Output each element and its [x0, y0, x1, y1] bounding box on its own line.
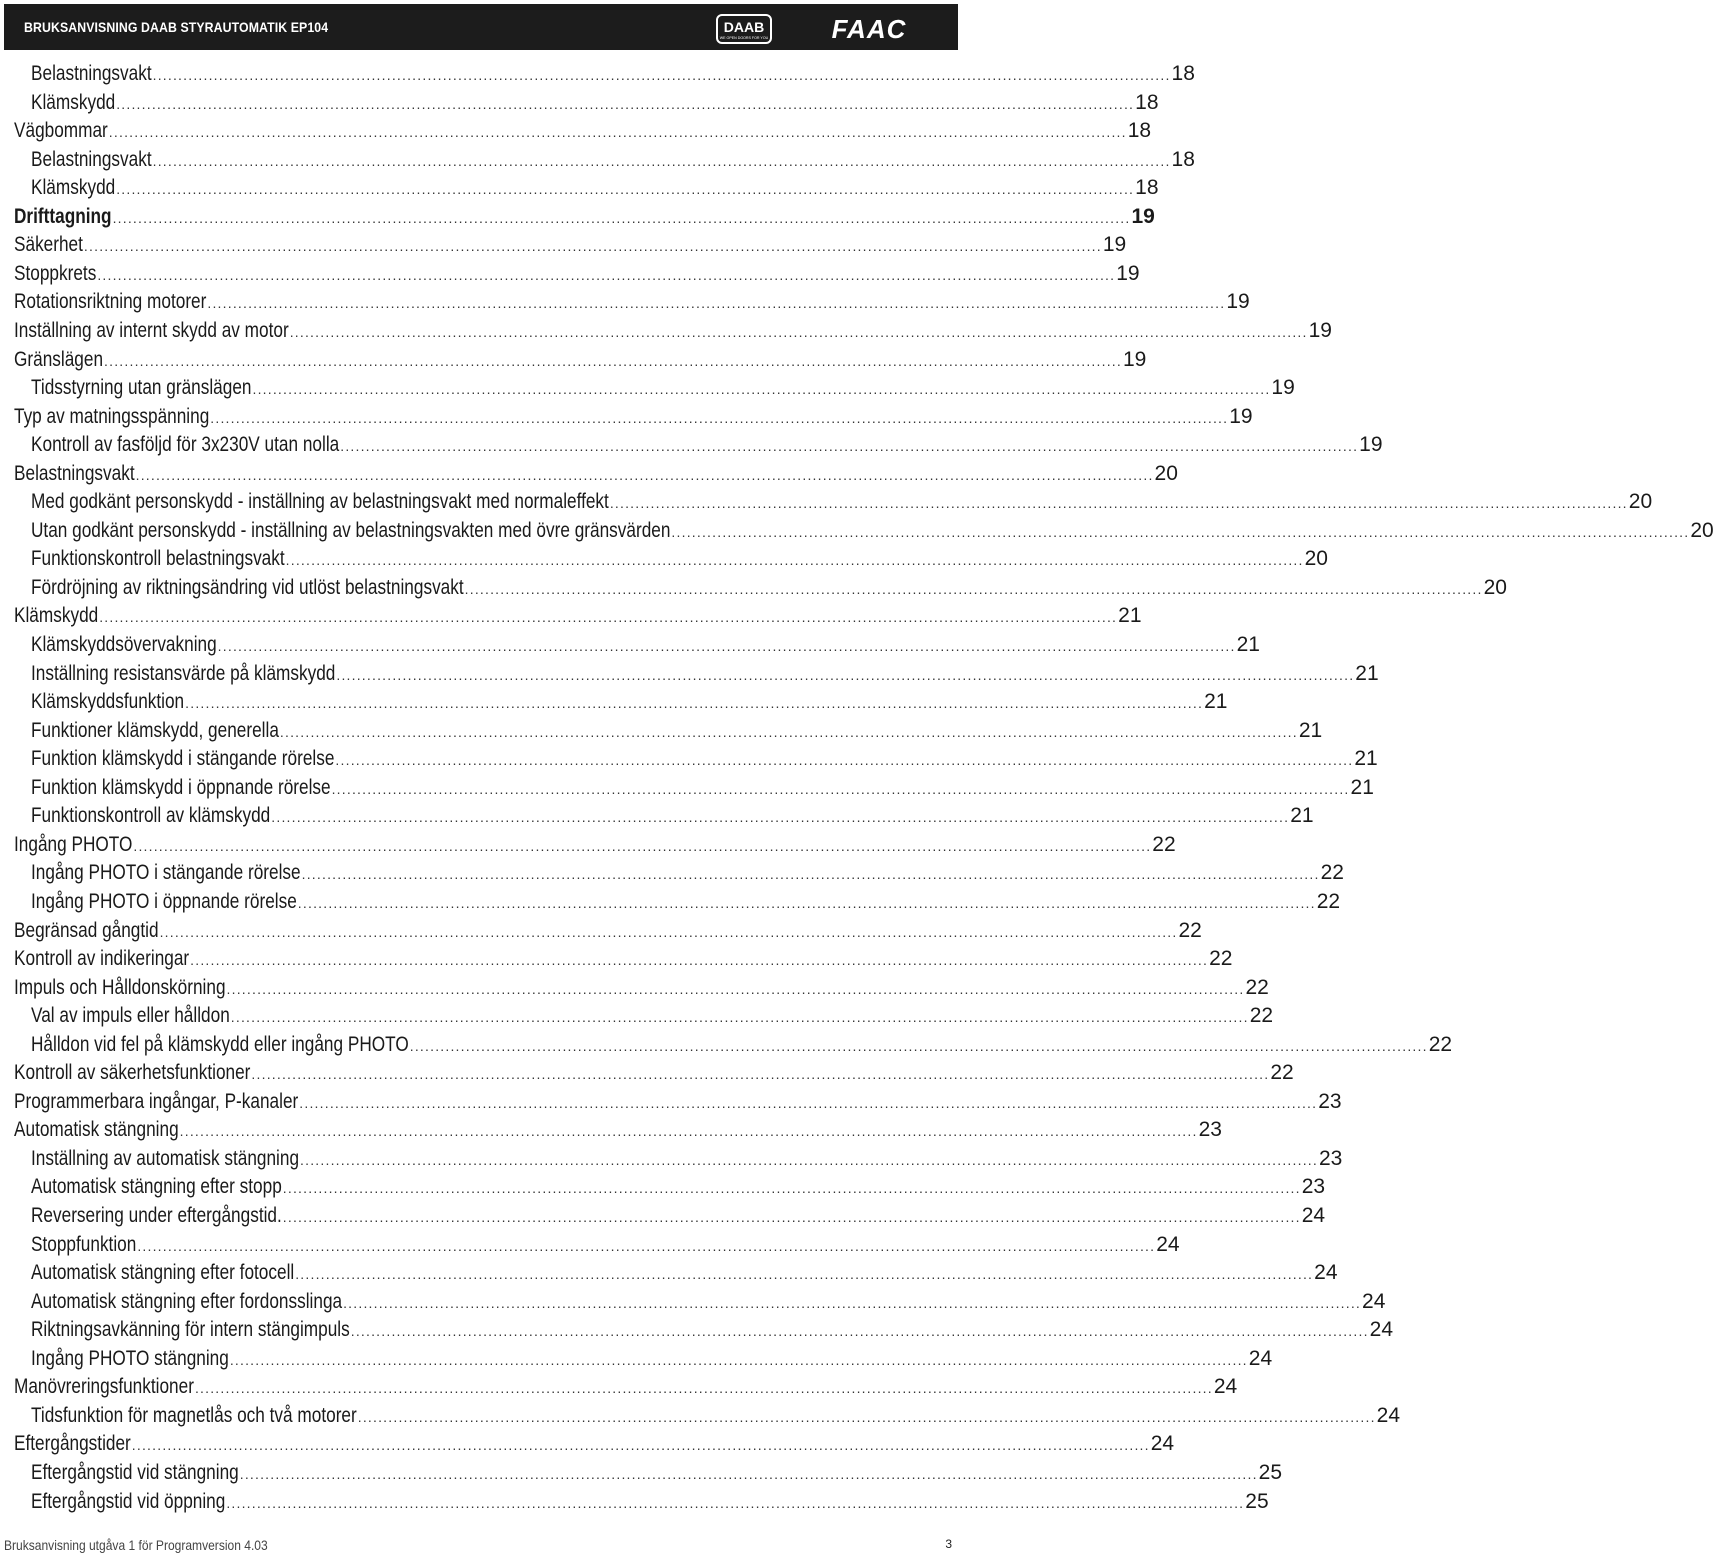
- toc-entry[interactable]: [31, 859, 1344, 887]
- document-title: BRUKSANVISNING DAAB STYRAUTOMATIK EP104: [24, 19, 329, 35]
- toc-dot-leader: ........................................................................................................................................................................................................: [343, 1294, 1362, 1311]
- toc-entry-page: 20: [1483, 575, 1507, 599]
- toc-dot-leader: ........................................................................................................................................................................................................: [299, 1094, 1318, 1111]
- toc-entry-label: Belastningsvakt: [31, 62, 152, 85]
- toc-entry-label: Eftergångstid vid öppning: [31, 1489, 226, 1513]
- toc-dot-leader: ........................................................................................................................................................................................................: [116, 181, 1135, 198]
- toc-entry-label: Ingång PHOTO: [14, 832, 133, 856]
- toc-entry-label: Funktionskontroll av klämskydd: [31, 804, 271, 828]
- toc-entry[interactable]: [14, 602, 1142, 630]
- toc-entry-label: Ingång PHOTO i öppnande rörelse: [31, 889, 297, 913]
- toc-entry[interactable]: [31, 60, 1195, 88]
- toc-dot-leader: ........................................................................................................................................................................................................: [301, 866, 1320, 883]
- toc-entry[interactable]: [31, 1402, 1401, 1430]
- toc-entry-page: 23: [1301, 1175, 1326, 1199]
- toc-dot-leader: ........................................................................................................................................................................................................: [295, 1266, 1314, 1283]
- toc-dot-leader: ........................................................................................................................................................................................................: [340, 438, 1359, 455]
- toc-entry-page: 24: [1376, 1403, 1401, 1427]
- toc-entry[interactable]: [31, 688, 1228, 716]
- daab-logo: [716, 14, 772, 44]
- toc-entry[interactable]: [14, 231, 1127, 259]
- toc-entry[interactable]: [31, 1288, 1386, 1316]
- toc-entry-label: Kontroll av fasföljd för 3x230V utan nolla: [31, 433, 340, 457]
- toc-entry[interactable]: [14, 403, 1253, 431]
- toc-entry-label: Funktion klämskydd i öppnande rörelse: [31, 775, 331, 799]
- toc-entry-label: Gränslägen: [14, 347, 104, 371]
- toc-dot-leader: ........................................................................................................................................................................................................: [185, 695, 1204, 712]
- toc-entry-page: 18: [1135, 90, 1159, 114]
- toc-entry[interactable]: [31, 802, 1314, 830]
- toc-entry-page: 22: [1316, 889, 1341, 913]
- daab-logo-text: DAAB: [723, 19, 765, 35]
- toc-dot-leader: ........................................................................................................................................................................................................: [464, 580, 1483, 597]
- toc-entry-page: 24: [1248, 1346, 1273, 1370]
- toc-dot-leader: ........................................................................................................................................................................................................: [282, 1209, 1301, 1225]
- toc-entry[interactable]: [31, 574, 1507, 602]
- toc-entry[interactable]: [31, 717, 1323, 745]
- toc-dot-leader: ........................................................................................................................................................................................................: [285, 552, 1304, 569]
- toc-entry-label: Impuls och Hålldonskörning: [14, 975, 226, 999]
- toc-entry-label: Klämskydd: [31, 90, 116, 114]
- toc-entry-page: 19: [1271, 376, 1295, 400]
- toc-dot-leader: ........................................................................................................................................................................................................: [217, 638, 1236, 654]
- toc-entry-label: Manövreringsfunktioner: [14, 1375, 194, 1399]
- toc-entry[interactable]: [31, 1316, 1394, 1344]
- toc-entry-page: 23: [1318, 1089, 1342, 1113]
- toc-dot-leader: ........................................................................................................................................................................................................: [131, 1437, 1150, 1454]
- toc-entry-label: Programmerbara ingångar, P-kanaler: [14, 1089, 299, 1113]
- toc-entry[interactable]: [31, 631, 1260, 659]
- toc-entry-page: 20: [1304, 547, 1328, 571]
- toc-entry[interactable]: [31, 488, 1653, 516]
- toc-dot-leader: ........................................................................................................................................................................................................: [210, 409, 1229, 426]
- toc-entry[interactable]: [31, 146, 1195, 174]
- toc-dot-leader: ........................................................................................................................................................................................................: [190, 952, 1209, 969]
- toc-dot-leader: ........................................................................................................................................................................................................: [159, 923, 1178, 940]
- toc-entry-page: 21: [1236, 633, 1260, 656]
- toc-entry-page: 24: [1213, 1375, 1238, 1399]
- toc-entry-page: 21: [1290, 804, 1314, 828]
- toc-entry-label: Inställning av internt skydd av motor: [14, 318, 289, 342]
- toc-entry-label: Klämskydd: [14, 604, 99, 628]
- toc-dot-leader: ........................................................................................................................................................................................................: [133, 837, 1152, 854]
- page-header: [4, 4, 958, 50]
- toc-entry-label: Belastningsvakt: [14, 461, 135, 485]
- toc-entry-label: Ingång PHOTO i stängande rörelse: [31, 861, 301, 885]
- toc-entry-label: Eftergångstid vid stängning: [31, 1460, 239, 1484]
- toc-dot-leader: ........................................................................................................................................................................................................: [230, 1009, 1249, 1026]
- footer-edition-text: Bruksanvisning utgåva 1 för Programversion 4.03: [4, 1537, 268, 1553]
- toc-entry-label: Reversering under eftergångstid.: [31, 1204, 282, 1227]
- toc-dot-leader: ........................................................................................................................................................................................................: [609, 495, 1628, 512]
- toc-entry[interactable]: [14, 460, 1178, 488]
- toc-entry-page: 19: [1122, 347, 1147, 371]
- toc-entry[interactable]: [14, 317, 1332, 345]
- toc-dot-leader: ........................................................................................................................................................................................................: [116, 95, 1135, 112]
- toc-entry-page: 18: [1171, 62, 1195, 85]
- faac-logo: [809, 16, 929, 42]
- toc-entry[interactable]: [14, 117, 1152, 145]
- toc-entry[interactable]: [14, 203, 1155, 231]
- toc-entry-page: 25: [1258, 1460, 1283, 1484]
- toc-entry-page: 19: [1229, 404, 1253, 428]
- toc-entry-label: Vägbommar: [14, 119, 108, 143]
- toc-entry[interactable]: [31, 1173, 1326, 1201]
- toc-entry-page: 22: [1428, 1032, 1453, 1056]
- toc-entry[interactable]: [14, 1373, 1238, 1401]
- toc-entry-label: Eftergångstider: [14, 1432, 131, 1456]
- toc-entry-label: Automatisk stängning efter stopp: [31, 1175, 282, 1199]
- toc-entry[interactable]: [31, 1345, 1273, 1373]
- toc-entry-page: 22: [1152, 832, 1176, 856]
- toc-entry[interactable]: [31, 660, 1379, 688]
- toc-entry-page: 22: [1320, 861, 1344, 885]
- toc-entry-label: Tidsstyrning utan gränslägen: [31, 376, 252, 400]
- toc-dot-leader: ........................................................................................................................................................................................................: [108, 124, 1127, 141]
- toc-entry-page: 18: [1127, 119, 1152, 143]
- toc-dot-leader: ........................................................................................................................................................................................................: [671, 523, 1690, 540]
- toc-entry[interactable]: [31, 545, 1328, 573]
- toc-dot-leader: ........................................................................................................................................................................................................: [194, 1380, 1213, 1397]
- toc-entry[interactable]: [31, 1002, 1274, 1030]
- toc-entry[interactable]: [31, 517, 1714, 545]
- toc-entry[interactable]: [14, 974, 1269, 1002]
- toc-entry-page: 21: [1298, 718, 1323, 742]
- toc-entry-page: 22: [1249, 1004, 1274, 1028]
- footer-page-number: 3: [945, 1537, 952, 1551]
- toc-entry-label: Automatisk stängning efter fordonsslinga: [31, 1289, 343, 1313]
- toc-entry-label: Belastningsvakt: [31, 147, 152, 171]
- toc-dot-leader: ........................................................................................................................................................................................................: [135, 466, 1154, 483]
- toc-entry-label: Hålldon vid fel på klämskydd eller ingång PHOTO: [31, 1032, 409, 1056]
- toc-entry-page: 22: [1270, 1061, 1294, 1085]
- toc-entry-label: Typ av matningsspänning: [14, 404, 210, 428]
- toc-entry-label: Säkerhet: [14, 233, 83, 257]
- toc-dot-leader: ........................................................................................................................................................................................................: [179, 1123, 1198, 1140]
- toc-dot-leader: ........................................................................................................................................................................................................: [336, 666, 1355, 683]
- toc-entry[interactable]: [31, 1231, 1180, 1259]
- toc-entry-page: 19: [1359, 433, 1383, 457]
- toc-entry[interactable]: [31, 745, 1378, 773]
- toc-entry[interactable]: [31, 1259, 1338, 1287]
- toc-dot-leader: ........................................................................................................................................................................................................: [300, 1151, 1318, 1168]
- toc-entry-page: 19: [1102, 233, 1127, 257]
- toc-entry-page: 21: [1204, 690, 1228, 714]
- toc-entry-page: 18: [1135, 176, 1159, 200]
- toc-entry-page: 19: [1131, 204, 1155, 228]
- toc-entry-label: Kontroll av säkerhetsfunktioner: [14, 1061, 251, 1085]
- toc-entry[interactable]: [31, 431, 1383, 459]
- toc-dot-leader: ........................................................................................................................................................................................................: [112, 209, 1131, 226]
- toc-entry[interactable]: [14, 1059, 1294, 1087]
- toc-entry[interactable]: [14, 1430, 1175, 1458]
- toc-entry-label: Funktion klämskydd i stängande rörelse: [31, 747, 335, 771]
- toc-entry-label: Inställning av automatisk stängning: [31, 1146, 300, 1170]
- toc-dot-leader: ........................................................................................................................................................................................................: [357, 1408, 1376, 1425]
- toc-entry[interactable]: [31, 174, 1159, 202]
- toc-dot-leader: ........................................................................................................................................................................................................: [99, 609, 1118, 626]
- toc-entry-page: 21: [1355, 661, 1379, 685]
- toc-dot-leader: ........................................................................................................................................................................................................: [207, 295, 1226, 312]
- toc-entry-label: Kontroll av indikeringar: [14, 947, 190, 971]
- toc-entry-page: 24: [1301, 1204, 1326, 1227]
- toc-entry-page: 21: [1354, 747, 1378, 771]
- toc-entry-page: 20: [1690, 518, 1714, 542]
- toc-entry[interactable]: [31, 374, 1295, 402]
- toc-entry-page: 18: [1171, 147, 1195, 171]
- toc-dot-leader: ........................................................................................................................................................................................................: [297, 894, 1316, 911]
- toc-dot-leader: ........................................................................................................................................................................................................: [409, 1037, 1428, 1054]
- toc-entry[interactable]: [14, 288, 1250, 316]
- toc-dot-leader: ........................................................................................................................................................................................................: [335, 752, 1354, 769]
- toc-entry-label: Funktioner klämskydd, generella: [31, 718, 279, 742]
- toc-entry-page: 24: [1156, 1232, 1180, 1256]
- toc-entry[interactable]: [31, 888, 1341, 916]
- toc-entry[interactable]: [14, 1116, 1222, 1144]
- toc-dot-leader: ........................................................................................................................................................................................................: [152, 67, 1171, 83]
- toc-entry-label: Drifttagning: [14, 204, 112, 228]
- toc-entry-label: Stoppfunktion: [31, 1232, 137, 1256]
- toc-entry-page: 24: [1369, 1318, 1394, 1342]
- toc-entry-label: Automatisk stängning: [14, 1118, 179, 1142]
- toc-entry-page: 21: [1350, 775, 1374, 799]
- toc-entry[interactable]: [14, 917, 1202, 945]
- toc-entry[interactable]: [31, 1031, 1453, 1059]
- toc-entry-page: 21: [1118, 604, 1142, 628]
- toc-dot-leader: ........................................................................................................................................................................................................: [282, 1180, 1301, 1197]
- toc-entry-label: Automatisk stängning efter fotocell: [31, 1261, 295, 1285]
- toc-dot-leader: ........................................................................................................................................................................................................: [252, 381, 1271, 398]
- faac-logo-text: FAAC: [831, 14, 907, 44]
- toc-entry[interactable]: [14, 260, 1140, 288]
- toc-entry-label: Val av impuls eller hålldon: [31, 1004, 230, 1028]
- toc-entry[interactable]: [14, 831, 1176, 859]
- toc-entry-page: 22: [1178, 918, 1202, 942]
- toc-entry-page: 23: [1198, 1118, 1222, 1142]
- toc-dot-leader: ........................................................................................................................................................................................................: [239, 1465, 1258, 1482]
- toc-entry-page: 20: [1628, 490, 1653, 514]
- toc-entry[interactable]: [31, 774, 1374, 802]
- toc-entry-page: 19: [1226, 290, 1250, 314]
- daab-logo-tagline: WE OPEN DOORS FOR YOU: [719, 36, 769, 40]
- toc-dot-leader: ........................................................................................................................................................................................................: [137, 1237, 1156, 1254]
- toc-entry-label: Tidsfunktion för magnetlås och två motorer: [31, 1403, 357, 1427]
- toc-entry-page: 25: [1245, 1489, 1269, 1513]
- toc-entry[interactable]: [14, 945, 1233, 973]
- toc-entry-label: Funktionskontroll belastningsvakt: [31, 547, 285, 571]
- toc-dot-leader: ........................................................................................................................................................................................................: [279, 723, 1298, 740]
- toc-entry-page: 19: [1116, 261, 1140, 285]
- toc-dot-leader: ........................................................................................................................................................................................................: [289, 323, 1308, 340]
- toc-dot-leader: ........................................................................................................................................................................................................: [226, 980, 1245, 997]
- toc-entry-page: 22: [1245, 975, 1269, 999]
- toc-entry-page: 22: [1209, 947, 1233, 971]
- toc-dot-leader: ........................................................................................................................................................................................................: [271, 809, 1290, 826]
- toc-entry-page: 24: [1150, 1432, 1175, 1456]
- toc-dot-leader: ........................................................................................................................................................................................................: [152, 152, 1171, 169]
- toc-entry-page: 20: [1154, 461, 1178, 485]
- toc-entry-label: Klämskyddsfunktion: [31, 690, 185, 714]
- toc-entry-page: 24: [1362, 1289, 1386, 1313]
- toc-entry[interactable]: [31, 1202, 1326, 1230]
- toc-dot-leader: ........................................................................................................................................................................................................: [350, 1323, 1369, 1340]
- toc-dot-leader: ........................................................................................................................................................................................................: [83, 238, 1102, 255]
- toc-entry-label: Stoppkrets: [14, 261, 97, 285]
- toc-entry-label: Begränsad gångtid: [14, 918, 159, 942]
- toc-entry-page: 19: [1308, 318, 1332, 342]
- toc-entry-label: Inställning resistansvärde på klämskydd: [31, 661, 336, 685]
- toc-dot-leader: ........................................................................................................................................................................................................: [229, 1351, 1248, 1368]
- toc-dot-leader: ........................................................................................................................................................................................................: [104, 352, 1122, 369]
- toc-entry-label: Utan godkänt personskydd - inställning av belastningsvakten med övre gränsvärden: [31, 518, 671, 542]
- toc-entry-label: Riktningsavkänning för intern stängimpuls: [31, 1318, 350, 1342]
- toc-entry-label: Klämskydd: [31, 176, 116, 200]
- toc-entry[interactable]: [14, 346, 1147, 374]
- toc-dot-leader: ........................................................................................................................................................................................................: [331, 780, 1350, 797]
- toc-entry-label: Klämskyddsövervakning: [31, 633, 217, 656]
- toc-dot-leader: ........................................................................................................................................................................................................: [251, 1066, 1270, 1083]
- toc-entry-label: Ingång PHOTO stängning: [31, 1346, 229, 1370]
- toc-entry[interactable]: [31, 1145, 1343, 1173]
- toc-entry[interactable]: [14, 1088, 1342, 1116]
- toc-entry-label: Rotationsriktning motorer: [14, 290, 207, 314]
- toc-entry[interactable]: [31, 89, 1159, 117]
- toc-entry[interactable]: [31, 1488, 1269, 1516]
- toc-entry-page: 23: [1318, 1146, 1343, 1170]
- toc-entry-label: Fördröjning av riktningsändring vid utlöst belastningsvakt: [31, 575, 464, 599]
- toc-entry-page: 24: [1314, 1261, 1338, 1285]
- toc-entry-label: Med godkänt personskydd - inställning av belastningsvakt med normaleffekt: [31, 490, 609, 514]
- toc-entry[interactable]: [31, 1459, 1283, 1487]
- toc-dot-leader: ........................................................................................................................................................................................................: [226, 1494, 1245, 1511]
- toc-dot-leader: ........................................................................................................................................................................................................: [97, 266, 1116, 283]
